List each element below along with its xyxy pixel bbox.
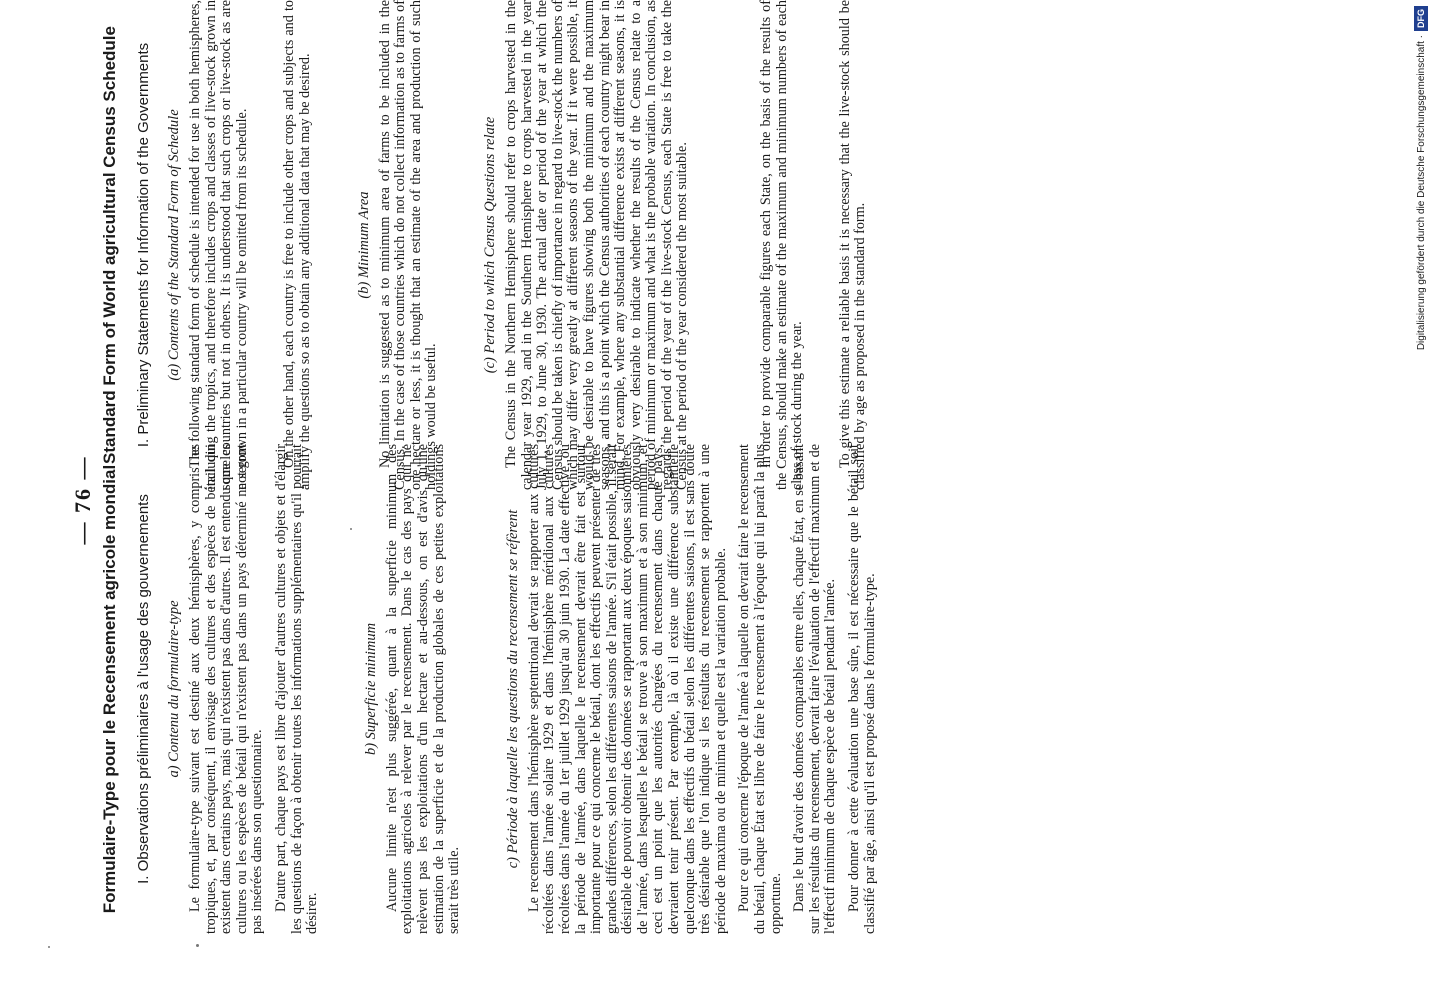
english-subtitle: I. Preliminary Statements for Information of the Governments <box>135 42 152 448</box>
english-section-c-heading: (c) Period to which Census Questions relate <box>481 116 498 374</box>
scan-speck <box>48 946 50 948</box>
page-number: — 76 — <box>70 455 95 545</box>
english-section-c-paragraph-3: In order to provide comparable figures each State, on the basis of the results of the Census, should make an estimate of the maximum and minimum numbers of each class of stock during the year. <box>758 0 806 490</box>
scan-speck <box>350 528 352 530</box>
french-section-a-paragraph-2: D'autre part, chaque pays est libre d'ajouter d'autres cultures et objets et d'élargir les questions de façon à obtenir toutes les informations supplémentaires qu'il pourrait désirer. <box>272 444 321 934</box>
english-section-a-heading: (a) Contents of the Standard Form of Schedule <box>166 109 182 381</box>
french-column <box>100 444 886 934</box>
english-section-b-heading: (b) Minimum Area <box>355 191 372 299</box>
french-section-c-heading: c) Période à laquelle les questions du recensement se réfèrent <box>504 509 521 869</box>
english-section-b-paragraph-1: No limitation is suggested as to minimum area of farms to be included in the Census. In the case of those countries which do not collect information as to farms of one hectare or less, it is thought that an estimate of the area and production of such holdings would be useful. <box>376 0 440 490</box>
french-subtitle: I. Observations préliminaires à l'usage des gouvernements <box>135 494 152 884</box>
french-section-a-paragraph-1: Le formulaire-type suivant est destiné aux deux hémisphères, y compris les tropiques, et, par conséquent, il envisage des cultures et des espèces de bétail qui existent dans certains pays, mais qui n'existent pas dans d'autres. Il est entendu que les cultures ou les espèces de bétail qui n'existent pas dans un pays déterminé ne seront pas insérées dans son questionnaire. <box>187 444 266 934</box>
french-section-c-paragraph-4: Pour donner à cette évaluation une base sûre, il est nécessaire que le bétail soit classifié par âge, ainsi qu'il est proposé dans le formulaire-type. <box>846 444 878 934</box>
english-section-c-paragraph-4: To give this estimate a reliable basis it is necessary that the live-stock should be classified by age as proposed in the standard form. <box>836 0 869 490</box>
french-title: Formulaire-Type pour le Recensement agricole mondial <box>100 464 119 914</box>
scan-speck <box>196 944 199 947</box>
french-section-b-heading: b) Superficie minimum <box>362 622 379 756</box>
french-section-b-paragraph-1: Aucune limite n'est plus suggérée, quant à la superficie minimum des exploitations agricoles à relever par le recensement. Dans le cas des pays qui ne relèvent pas les exploitations d'un hectare et au-dessous, on est d'avis qu'une estimation de la superficie et de la production globales de ces petites exploitations serait très utile. <box>383 444 463 934</box>
english-column <box>100 0 877 490</box>
french-section-c-paragraph-3: Dans le but d'avoir des données comparables entre elles, chaque État, en se basant sur les résultats du recensement, devrait faire l'évaluation de l'effectif maximum et de l'effectif minimum de chaque espèce de bétail pendant l'année. <box>791 444 839 934</box>
dfg-notice-text: Digitalisierung gefördert durch die Deutsche Forschungsgemeinschaft · <box>1416 35 1427 351</box>
french-section-a-heading: a) Contenu du formulaire-type <box>166 600 182 778</box>
dfg-logo-icon: DFG <box>1414 6 1428 31</box>
english-section-a-paragraph-1: The following standard form of schedule is intended for use in both hemispheres, including the tropics, and therefore includes crops and classes of live-stock grown in some countries but not in others. It is understood that such crops or live-stock as are not grown in a particular country will be omitted from its schedule. <box>187 0 250 490</box>
english-section-c-paragraph-1: The Census in the Northern Hemisphere should refer to crops harvested in the calendar year 1929, and in the Southern Hemisphere to crops harvested in the year July 1, 1929, to June 30, 1930. The actual date or period of the year at which the Census should be taken is chiefly of importance in regard to live-stock the numbers of which may differ very greatly at different seasons of the year. If it were possible, it would be desirable to have figures showing both the minimum and the maximum seasons, and this is a point which the Census authorities of each country might bear in mind. For example, where any substantial difference exists at different seasons, it is obviously very desirable to indicate whether the results of the Census relate to a period of minimum or maximum and what is the probable variation. In conclusion, as regards the period of the year of the live-stock Census, each State is free to take the Census at the period of the year considered the most suitable. <box>502 0 691 490</box>
english-title: Standard Form of World agricultural Census Schedule <box>100 26 119 464</box>
french-section-c-paragraph-1: Le recensement dans l'hémisphère septentrional devrait se rapporter aux cultures récoltées dans l'année solaire 1929 et dans l'hémisphère méridional aux cultures récoltées dans l'année du 1er juillet 1929 jusqu'au 30 juin 1930. La date effective, ou la période de l'année, dans laquelle le recensement devrait être fait est surtout importante pour ce qui concerne le bétail, dont les effectifs peuvent présenter de très grandes différences, selon les différentes saisons de l'année. S'il était possible, il serait désirable de pouvoir obtenir des données se rapportant aux deux époques saisonnières de l'année, dans lesquelles le bétail se trouve à son maximum et à son minimum, et ceci est un point que les autorités chargées du recensement dans chaque pays, devraient tenir présent. Par exemple, là où il existe une différence substantielle quelconque dans les effectifs du bétail selon les différentes saisons, il est sans doute très désirable que l'on indique si les résultats du recensement se rapportent à une période de maxima ou de minima et quelle est la variation probable. <box>525 444 729 934</box>
french-section-c-paragraph-2: Pour ce qui concerne l'époque de l'année à laquelle on devrait faire le recensement du bétail, chaque État est libre de faire le recensement à l'époque qui lui paraît la plus opportune. <box>736 444 784 934</box>
dfg-side-notice <box>1412 4 1432 404</box>
english-section-a-paragraph-2: On the other hand, each country is free to include other crops and subjects and to amplify the questions so as to obtain any additional data that may be desired. <box>281 0 313 490</box>
